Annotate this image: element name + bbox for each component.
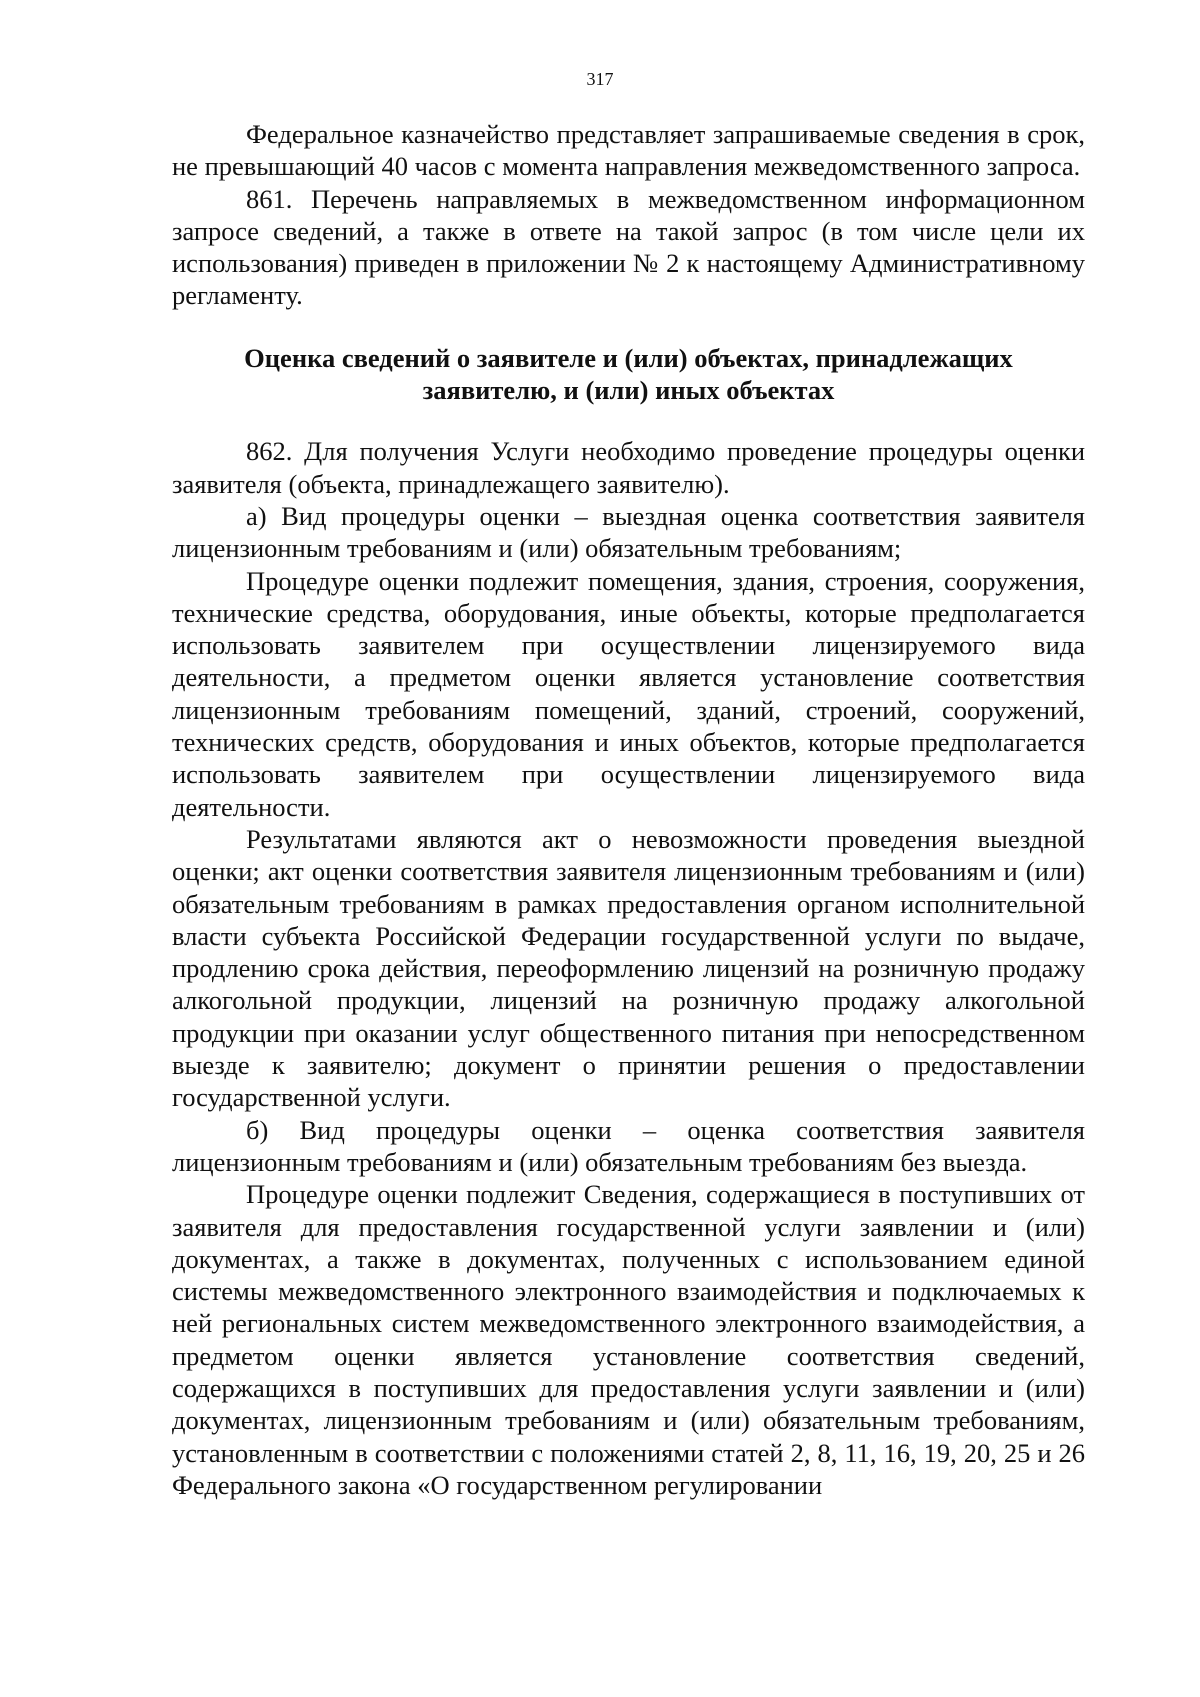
paragraph-862: 862. Для получения Услуги необходимо проведение процедуры оценки заявителя (объекта, принадлежащего заявителю).: [172, 436, 1085, 499]
paragraph-procedure-b: Процедуре оценки подлежит Сведения, содержащиеся в поступивших от заявителя для предоставления государственной услуги заявлении и (или) документах, а также в документах, полученных с использованием единой системы межведомственного электронного взаимодействия и подключаемых к ней региональных систем межведомственного электронного взаимодействия, а предметом оценки является установление соответствия сведений, содержащихся в поступивших для предоставления услуги заявлении и (или) документах, лицензионным требованиям и (или) обязательным требованиям, установленным в соответствии с положениями статей 2, 8, 11, 16, 19, 20, 25 и 26 Федерального закона «О государственном регулировании: [172, 1179, 1085, 1500]
page-number: 317: [586, 69, 614, 89]
section-heading: [172, 342, 1085, 407]
section-heading-line-2: заявителю, и (или) иных объектах: [422, 375, 835, 406]
paragraph-results: Результатами являются акт о невозможности проведения выездной оценки; акт оценки соответствия заявителя лицензионным требованиям и (или) обязательным требованиям в рамках предоставления органом исполнительной власти субъекта Российской Федерации государственной услуги по выдаче, продлению срока действия, переоформлению лицензий на розничную продажу алкогольной продукции, лицензий на розничную продажу алкогольной продукции при оказании услуг общественного питания при непосредственном выезде к заявителю; документ о принятии решения о предоставлении государственной услуги.: [172, 823, 1085, 1113]
section-heading-line-1: Оценка сведений о заявителе и (или) объектах, принадлежащих: [244, 342, 1013, 373]
paragraph-item-a: а) Вид процедуры оценки – выездная оценка соответствия заявителя лицензионным требованиям и (или) обязательным требованиям;: [172, 500, 1085, 564]
paragraph-item-b: б) Вид процедуры оценки – оценка соответствия заявителя лицензионным требованиям и (или) обязательным требованиям без выезда.: [172, 1114, 1085, 1177]
document-body: [172, 118, 1085, 1501]
paragraph-federal-treasury: Федеральное казначейство представляет запрашиваемые сведения в срок, не превышающий 40 часов с момента направления межведомственного запроса.: [172, 119, 1085, 182]
paragraph-procedure-a: Процедуре оценки подлежит помещения, здания, строения, сооружения, технические средства, оборудования, иные объекты, которые предполагается использовать заявителем при осуществлении лицензируемого вида деятельности, а предметом оценки является установление соответствия лицензионным требованиям помещений, зданий, строений, сооружений, технических средств, оборудования и иных объектов, которые предполагается использовать заявителем при осуществлении лицензируемого вида деятельности.: [172, 565, 1085, 822]
paragraph-861: 861. Перечень направляемых в межведомственном информационном запросе сведений, а также в ответе на такой запрос (в том числе цели их использования) приведен в приложении № 2 к настоящему Административному регламенту.: [172, 183, 1085, 311]
